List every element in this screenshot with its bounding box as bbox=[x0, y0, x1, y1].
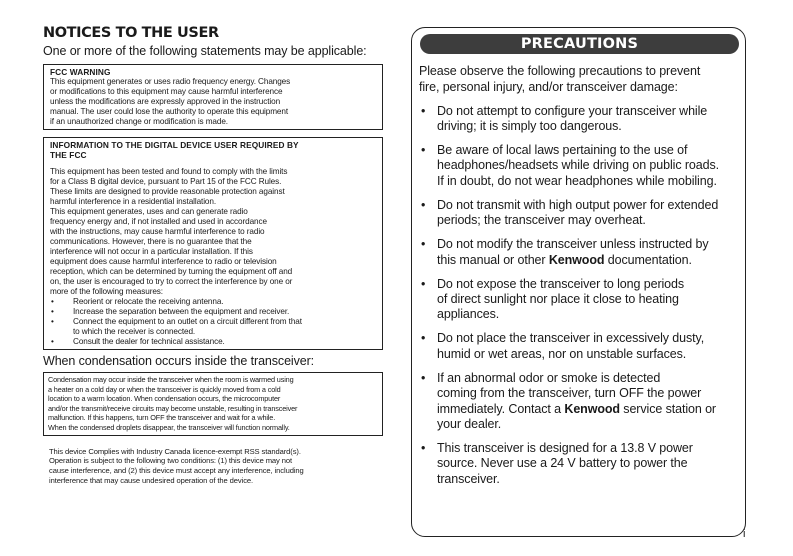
text-line: harmful interference in a residential installation. bbox=[50, 197, 217, 206]
condensation-heading: When condensation occurs inside the transceiver: bbox=[43, 354, 315, 368]
fcc-warning-heading: FCC WARNING bbox=[50, 67, 111, 77]
text-line: • Do not expose the transceiver to long periods bbox=[437, 276, 685, 291]
text-line: fire, personal injury, and/or transceiver damage: bbox=[419, 79, 678, 94]
precaution-item bbox=[419, 331, 741, 362]
text-line: more of the following measures: bbox=[50, 287, 163, 296]
condensation-box bbox=[43, 372, 383, 436]
notices-subtitle: One or more of the following statements may be applicable: bbox=[43, 44, 367, 58]
text-line: • Do not modify the transceiver unless instructed by bbox=[437, 237, 709, 252]
text-line: or modifications to this equipment may cause harmful interference bbox=[50, 87, 283, 96]
fcc-warning-text bbox=[50, 77, 376, 127]
text-line: This device Complies with Industry Canada licence-exempt RSS standard(s). bbox=[49, 446, 301, 456]
text-line: Please observe the following precautions to prevent bbox=[419, 64, 701, 78]
text-line: humid or wet areas, nor on unstable surfaces. bbox=[437, 346, 687, 361]
text-line: on, the user is encouraged to try to correct the interference by one or bbox=[50, 277, 293, 286]
measure-item bbox=[50, 337, 376, 347]
text-line: frequency energy and, if not installed and used in accordance bbox=[50, 217, 267, 226]
text-line: coming from the transceiver, turn OFF the power bbox=[437, 386, 702, 401]
precautions-title: PRECAUTIONS bbox=[420, 34, 739, 54]
text-line: • Consult the dealer for technical assistance. bbox=[73, 337, 225, 346]
measure-item bbox=[50, 307, 376, 317]
fcc-warning-box bbox=[43, 64, 383, 130]
precautions-panel bbox=[411, 27, 746, 537]
text-line: • Do not place the transceiver in excessively dusty, bbox=[437, 331, 705, 346]
digital-device-text bbox=[50, 167, 376, 347]
notices-column bbox=[43, 24, 383, 486]
text-line: a heater on a cold day or when the transceiver is quickly moved from a cold bbox=[48, 384, 281, 394]
precautions-content bbox=[419, 64, 741, 487]
digital-device-box bbox=[43, 137, 383, 350]
heading-line: THE FCC bbox=[50, 150, 87, 160]
measure-item bbox=[50, 317, 376, 337]
text-line: interference that may cause undesired operation of the device. bbox=[49, 475, 254, 485]
text-line: • Increase the separation between the equipment and receiver. bbox=[73, 307, 290, 316]
text-line: your dealer. bbox=[437, 417, 502, 432]
brand-name: Kenwood bbox=[564, 401, 620, 416]
text-line: manual. The user could lose the authority to operate this equipment bbox=[50, 107, 289, 116]
text-line: interference will not occur in a particular installation. If this bbox=[50, 247, 253, 256]
precaution-item bbox=[419, 143, 741, 189]
condensation-text bbox=[48, 375, 378, 433]
text-line: transceiver. bbox=[437, 471, 500, 486]
text-line: • If an abnormal odor or smoke is detected bbox=[437, 370, 661, 385]
text-line: unless the modifications are expressly approved in the instruction bbox=[50, 97, 281, 106]
text-run: service station or bbox=[619, 401, 716, 416]
text-line: Operation is subject to the following two conditions: (1) this device may not bbox=[49, 456, 293, 466]
text-line: Condensation may occur inside the transceiver when the room is warmed using bbox=[48, 375, 294, 384]
precautions-intro bbox=[419, 64, 741, 95]
text-line: communications. However, there is no guarantee that the bbox=[50, 237, 252, 246]
text-line: and/or the transmit/receive circuits may become unstable, resulting in transceiver bbox=[48, 403, 298, 413]
text-line: • Connect the equipment to an outlet on a circuit different from that bbox=[73, 317, 302, 326]
precaution-item bbox=[419, 371, 741, 433]
text-line: of direct sunlight nor place it close to heating bbox=[437, 292, 679, 307]
text-line: driving; it is simply too dangerous. bbox=[437, 119, 622, 133]
text-line: cause interference, and (2) this device must accept any interference, including bbox=[49, 466, 304, 476]
text-line: • This transceiver is designed for a 13.8 V power bbox=[437, 441, 693, 456]
text-line: periods; the transceiver may overheat. bbox=[437, 213, 646, 228]
text-run: documentation. bbox=[604, 252, 692, 267]
industry-canada-notice bbox=[43, 447, 383, 486]
text-line: • Reorient or relocate the receiving antenna. bbox=[73, 297, 224, 306]
precaution-item bbox=[419, 104, 741, 135]
digital-device-heading bbox=[50, 140, 376, 160]
precaution-item bbox=[419, 277, 741, 323]
text-line: These limits are designed to provide reasonable protection against bbox=[50, 187, 285, 196]
text-line: for a Class B digital device, pursuant to Part 15 of the FCC Rules. bbox=[50, 177, 282, 186]
text-line: equipment does cause harmful interference to radio or television bbox=[50, 257, 277, 266]
text-line: reception, which can be determined by turning the equipment off and bbox=[50, 267, 293, 276]
measure-item bbox=[50, 297, 376, 307]
text-run: immediately. Contact a bbox=[437, 401, 565, 416]
text-line: if an unauthorized change or modification is made. bbox=[50, 117, 228, 126]
precaution-item bbox=[419, 441, 741, 487]
text-line: • Be aware of local laws pertaining to the use of bbox=[437, 143, 688, 157]
text-line bbox=[437, 253, 741, 268]
text-line bbox=[437, 402, 741, 417]
text-line: malfunction. If this happens, turn OFF the transceiver and wait for a while. bbox=[48, 413, 276, 423]
brand-name: Kenwood bbox=[548, 252, 605, 267]
heading-line: INFORMATION TO THE DIGITAL DEVICE USER REQUIRED BY bbox=[50, 140, 299, 150]
precaution-item bbox=[419, 237, 741, 268]
text-line: This equipment generates or uses radio frequency energy. Changes bbox=[50, 77, 291, 86]
text-line: source. Never use a 24 V battery to power the bbox=[437, 456, 688, 471]
notices-title: NOTICES TO THE USER bbox=[43, 25, 219, 41]
text-line: If in doubt, do not wear headphones while mobiling. bbox=[437, 173, 717, 188]
page-number: i bbox=[743, 528, 746, 540]
text-line: with the instructions, may cause harmful interference to radio bbox=[50, 227, 265, 236]
text-line: location to a warm location. When condensation occurs, the microcomputer bbox=[48, 394, 281, 404]
text-run: this manual or other bbox=[437, 252, 549, 267]
precaution-item bbox=[419, 198, 741, 229]
text-line: This equipment has been tested and found to comply with the limits bbox=[50, 167, 288, 176]
text-line: • Do not transmit with high output power for extended bbox=[437, 197, 719, 212]
text-line: headphones/headsets while driving on public roads. bbox=[437, 158, 719, 173]
text-line: When the condensed droplets disappear, the transceiver will function normally. bbox=[48, 422, 290, 432]
text-line: • Do not attempt to configure your transceiver while bbox=[437, 103, 708, 118]
text-line: appliances. bbox=[437, 307, 500, 322]
text-line: This equipment generates, uses and can generate radio bbox=[50, 207, 248, 216]
text-line: to which the receiver is connected. bbox=[73, 327, 196, 336]
